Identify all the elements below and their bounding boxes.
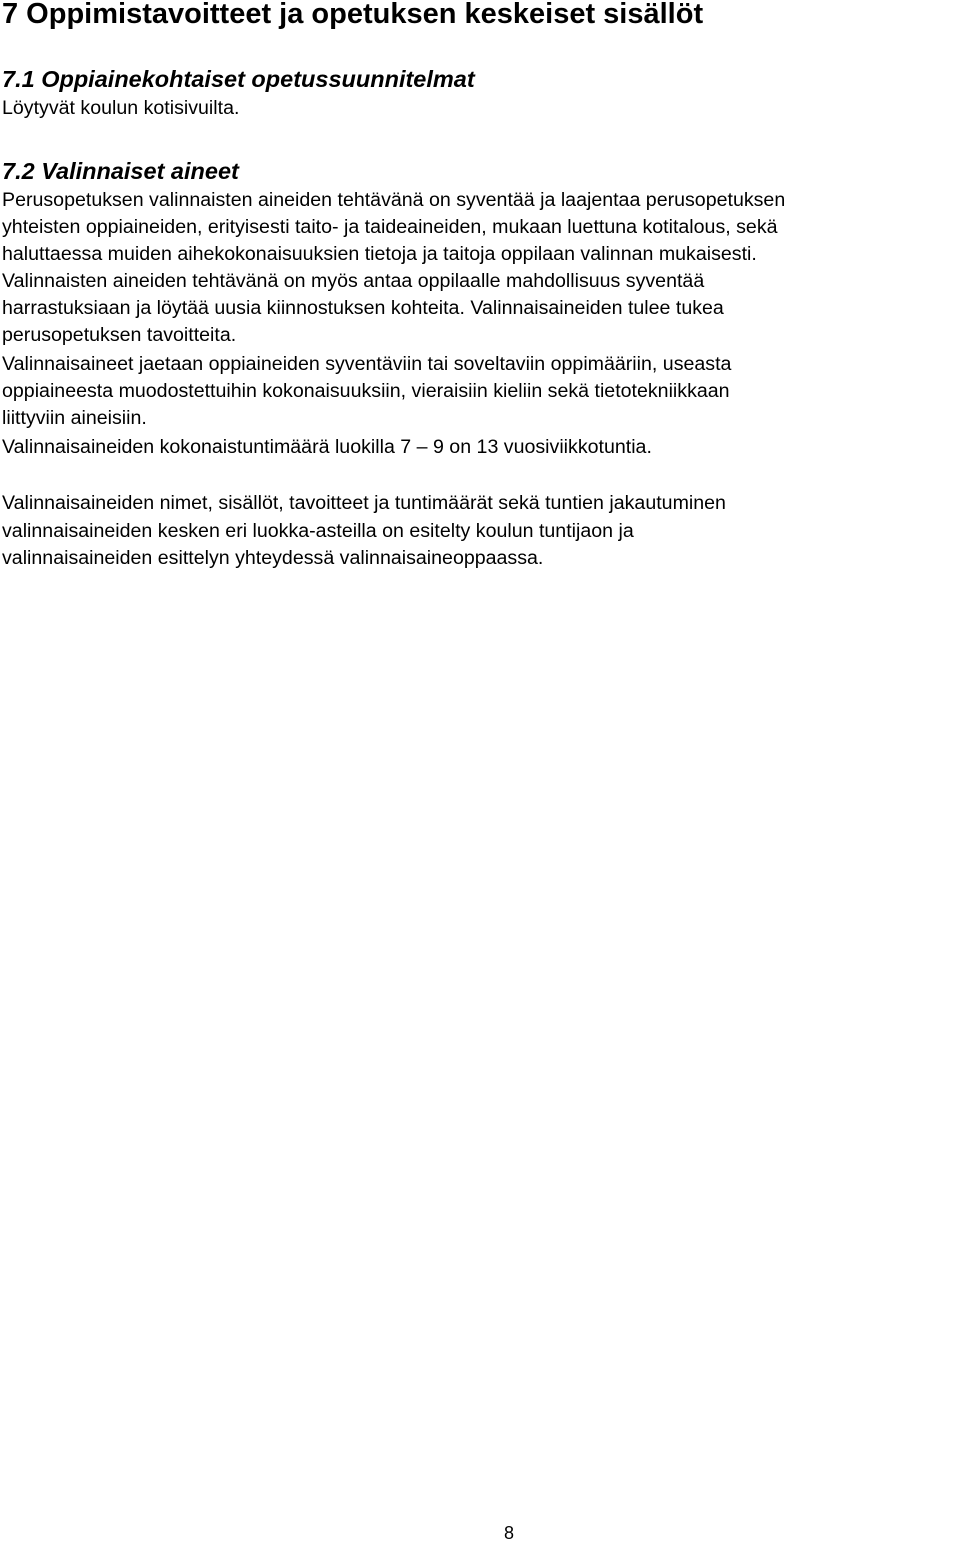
paragraph-line: Perusopetuksen valinnaisten aineiden tehtävänä on syventää ja laajentaa perusopetuksen (2, 189, 786, 211)
paragraph-line: yhteisten oppiaineiden, erityisesti taito- ja taideaineiden, mukaan luettuna kotitalous, sekä (2, 216, 778, 238)
paragraph-line: oppiaineesta muodostettuihin kokonaisuuksiin, vieraisiin kieliin sekä tietotekniikkaan (2, 380, 730, 402)
paragraph-line: valinnaisaineiden kesken eri luokka-asteilla on esitelty koulun tuntijaon ja (2, 520, 634, 542)
paragraph-line: Valinnaisten aineiden tehtävänä on myös antaa oppilaalle mahdollisuus syventää (2, 270, 705, 292)
paragraph-line: perusopetuksen tavoitteita. (2, 324, 237, 346)
paragraph-line: Valinnaisaineiden nimet, sisällöt, tavoitteet ja tuntimäärät sekä tuntien jakautuminen (2, 492, 726, 514)
paragraph-line: liittyviin aineisiin. (2, 407, 147, 429)
section-7-1-heading: 7.1 Oppiainekohtaiset opetussuunnitelmat (2, 66, 475, 92)
page-title: 7 Oppimistavoitteet ja opetuksen keskeiset sisällöt (2, 0, 704, 30)
page-number: 8 (504, 1523, 515, 1543)
section-7-2-heading: 7.2 Valinnaiset aineet (2, 158, 239, 184)
paragraph-line: valinnaisaineiden esittelyn yhteydessä valinnaisaineoppaassa. (2, 547, 544, 569)
section-7-1-text: Löytyvät koulun kotisivuilta. (2, 97, 240, 119)
paragraph-line: harrastuksiaan ja löytää uusia kiinnostuksen kohteita. Valinnaisaineiden tulee tukea (2, 297, 724, 319)
paragraph-line: Valinnaisaineet jaetaan oppiaineiden syventäviin tai soveltaviin oppimääriin, useasta (2, 353, 732, 375)
paragraph-line: haluttaessa muiden aihekokonaisuuksien tietoja ja taitoja oppilaan valinnan mukaisesti. (2, 243, 757, 265)
paragraph-line: Valinnaisaineiden kokonaistuntimäärä luokilla 7 – 9 on 13 vuosiviikkotuntia. (2, 436, 652, 458)
